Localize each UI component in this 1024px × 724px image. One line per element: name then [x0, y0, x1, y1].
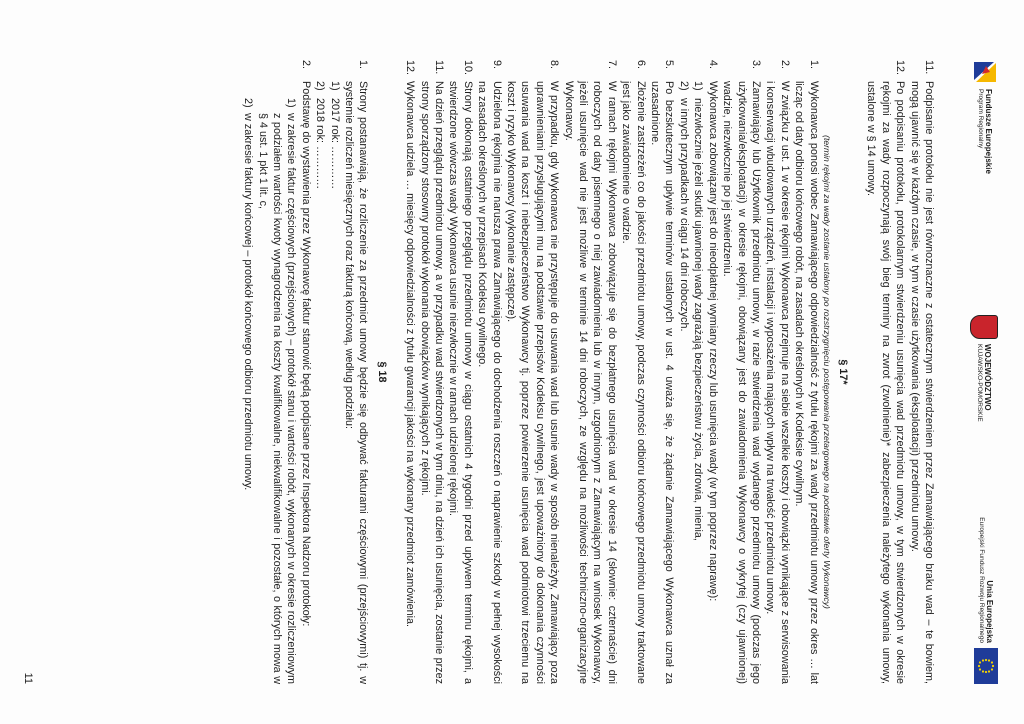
section-17-note: (termin rękojmi za wady zostanie ustalony po rozstrzygnięciu postępowania przetargowego na podstawie oferty Wykonawcy) — [821, 135, 832, 609]
s17-item-7 — [561, 60, 619, 684]
document-body — [241, 60, 936, 684]
s17-item-3 — [720, 60, 763, 684]
paragraph-number: 11. — [923, 60, 935, 75]
item-number: 2. — [778, 60, 791, 70]
subitem-number: 1) — [285, 98, 298, 108]
s17-item-4 — [705, 60, 719, 684]
wojewodztwo-logo — [970, 315, 998, 422]
s17-item-2 — [763, 60, 792, 684]
ue-subtitle: Europejski Fundusz Rozwoju Regionalnego — [978, 517, 986, 643]
subitem-number: 1) — [692, 81, 705, 91]
item-text: Wykonawca udziela … miesięcy odpowiedzialności z tytułu gwarancji jakości na wykonany przedmiot zamówienia. — [404, 81, 417, 627]
item-text: Strony postanawiają, że rozliczenie za przedmiot umowy będzie się odbywać fakturami częściowymi (przejściowymi) tj. w systemie rozliczeń miesięcznych oraz fakturą końcową, według podziału: — [342, 81, 370, 684]
item-text: Udzielona rękojmia nie narusza prawa Zamawiającego do dochodzenia roszczeń o naprawienie szkody w pełnej wysokości na zasadach określonych w przepisach Kodeksu cywilnego. — [476, 81, 503, 684]
woj-title: WOJEWÓDZTWO — [983, 344, 993, 411]
s17-subitem-1 — [691, 60, 705, 684]
s17-subitem-2 — [677, 60, 691, 684]
eu-flag-icon — [974, 648, 998, 684]
fe-subtitle: Program Regionalny — [977, 89, 985, 149]
item-number: 7. — [605, 60, 618, 70]
paragraph-text: Po podpisaniu protokołu, protokolarnym stwierdzeniu usunięcia wad przedmiotu umowy, w tym stwierdzonych w okresie rękojmi za wady rozpoczynają swój bieg terminy na zwrot (zwolnienie)* zabezpieczenia należytego wykonania umowy, ustalone w § 14 umowy. — [865, 81, 907, 684]
subitem-text: w innych przypadkach w ciągu 14 dni roboczych. — [677, 98, 690, 332]
item-text: Na dzień przeglądu przedmiotu umowy, a w przypadku wad stwierdzonych w tym dniu, na dzień ich usunięcia, zostanie przez strony sporządzony stosowny protokół wykonania obowiązków wynikających z rękojmi. — [418, 81, 445, 684]
item-number: 11. — [433, 60, 445, 75]
subitem-text: 2018 rok: ………… — [314, 98, 327, 190]
coat-of-arms-icon — [970, 315, 998, 339]
subitem-text: 2017 rok: ………… — [328, 98, 341, 190]
logo-bar — [956, 60, 998, 684]
s17-item-11 — [417, 60, 446, 684]
s17-item-8 — [504, 60, 562, 684]
s17-item-12 — [403, 60, 417, 684]
subitem-text: w zakresie faktury końcowej – protokół końcowego odbioru przedmiotu umowy. — [242, 113, 255, 491]
s18-year-2 — [313, 60, 327, 684]
subitem-number: 2) — [677, 81, 690, 91]
woj-subtitle: KUJAWSKO-POMORSKIE — [976, 344, 984, 422]
item-number: 1. — [357, 60, 370, 70]
subitem-text: niezwłocznie jeżeli skutki ujawnionej wady zagrażają bezpieczeństwu życia, zdrowia, mienia, — [692, 98, 705, 541]
section-17-heading: § 17* — [836, 359, 849, 385]
item-text: W ramach rękojmi Wykonawca zobowiązuje się do bezpłatnego usunięcia wad w okresie 14 (słownie: czternaście) dni roboczych od daty pisemnego o niej zawiadomienia lub w innym, uzgodnionym z Zamawiającym na wniosek Wykonawcy, jeżeli usunięcie wad nie jest możliwe w terminie 14 dni roboczych, ze względu na możliwości techniczno-organizacyjne Wykonawcy. — [562, 81, 618, 684]
paragraph-text: Podpisanie protokołu nie jest równoznaczne z ostatecznym stwierdzeniem przez Zamawiającego braku wad – te bowiem, mogą ujawnić się w każdym czasie, w tym w czasie użytkowania (eksploatacji) przedmiotu umowy. — [908, 81, 935, 684]
item-number: 10. — [461, 60, 474, 76]
item-number: 2. — [299, 60, 312, 70]
unia-europejska-logo — [974, 517, 998, 684]
item-text: Złożenie zastrzeżeń co do jakości przedmiotu umowy, podczas czynności odbioru końcowego przedmiotu umowy traktowane jest jako zawiadomienie o wadzie. — [620, 81, 647, 684]
s18-item-1 — [342, 60, 371, 684]
item-number: 4. — [706, 60, 719, 70]
s17-item-5 — [648, 60, 677, 684]
item-text: W przypadku, gdy Wykonawca nie przystępuje do usuwania wad lub usunie wady w sposób nienależyty, Zamawiający poza uprawnieniami przysługującymi mu na podstawie przepisów Kodeksu cywilnego, jest upoważniony do dokonania czynności usuwania wad na koszt i niebezpieczeństwo Wykonawcy tj. poprzez powierzenie usunięcia wad podmiotowi trzeciemu na koszt i ryzyko Wykonawcy (wykonanie zastępcze). — [505, 81, 561, 684]
item-number: 6. — [634, 60, 647, 70]
item-text: Strony dokonają ostatniego przeglądu przedmiotu umowy w ciągu ostatnich 4 tygodni przed upływem terminu rękojmi, a stwierdzone wówczas wady Wykonawca usunie niezwłocznie w ramach udzielonej rękojmi. — [447, 81, 474, 684]
s17-item-6 — [619, 60, 648, 684]
s18-protocol-1 — [255, 60, 298, 684]
item-text: Podstawę do wystawienia przez Wykonawcę faktur stanowić będą podpisane przez Inspektora Nadzoru protokoły: — [299, 81, 312, 627]
page-number: 11 — [22, 672, 34, 684]
ue-title: Unia Europejska — [985, 580, 995, 643]
item-text: Po bezskutecznym upływie terminów ustalonych w ust. 4 uważa się, że żądanie Zamawiającego Wykonawca uznał za uzasadnione. — [649, 81, 676, 684]
s17-item-1 — [792, 60, 821, 684]
item-text: Wykonawca ponosi wobec Zamawiającego odpowiedzialność z tytułu rękojmi za wady przedmiotu umowy przez okres … lat licząc od daty odbioru końcowego robót, na zasadach określonych w Kodeksie cywilnym. — [793, 81, 820, 684]
subitem-number: 1) — [328, 81, 341, 91]
subitem-number: 2) — [242, 98, 255, 108]
fe-title: Fundusze Europejskie — [984, 89, 994, 174]
item-number: 5. — [663, 60, 676, 70]
s17-item-10 — [446, 60, 475, 684]
subitem-text: w zakresie faktur częściowych (przejściowych) – protokół stanu i wartości robót, wykonanych w okresie rozliczeniowym z podziałem wartości kwoty wynagrodzenia na koszty kwalifikowalne, niekwalifikowalne i pozostałe, o których mowa w § 4 ust. 1 pkt 1 lit. c, — [256, 113, 298, 684]
fe-star-icon — [972, 60, 998, 84]
subitem-number: 2) — [314, 81, 327, 91]
item-number: 8. — [548, 60, 561, 70]
s17-item-9 — [475, 60, 504, 684]
paragraph-11 — [907, 60, 936, 684]
item-text: W związku z ust. 1 w okresie rękojmi Wykonawca przejmuje na siebie wszelkie koszty i obowiązki wynikające z serwisowania i konserwacji wbudowanych urządzeń, instalacji i wyposażenia mających wpływ na trwałość przedmiotu umowy. — [764, 81, 791, 684]
s18-protocol-2 — [241, 60, 255, 684]
paragraph-number: 12. — [894, 60, 907, 76]
item-number: 1. — [807, 60, 820, 70]
s18-item-2 — [298, 60, 312, 684]
section-18-heading: § 18 — [375, 361, 388, 383]
item-text: Wykonawca zobowiązany jest do nieodpłatnej wymiany rzeczy lub usunięcia wady (w tym poprzez naprawę): — [706, 81, 719, 602]
fundusze-europejskie-logo — [972, 60, 998, 174]
s18-year-1 — [327, 60, 341, 684]
paragraph-12 — [864, 60, 907, 684]
item-number: 9. — [490, 60, 503, 70]
item-number: 3. — [749, 60, 762, 70]
item-text: Zamawiający lub Użytkownik przedmiotu umowy, w razie stwierdzenia wad wydanego przedmiotu umowy (podczas jego użytkowania/eksploatacji) w okresie rękojmi, obowiązany jest do zawiadomienia Wykonawcy o wykrytej (czy ujawnionej) wadzie, niezwłocznie po jej stwierdzeniu. — [721, 81, 762, 684]
item-number: 12. — [404, 60, 417, 76]
